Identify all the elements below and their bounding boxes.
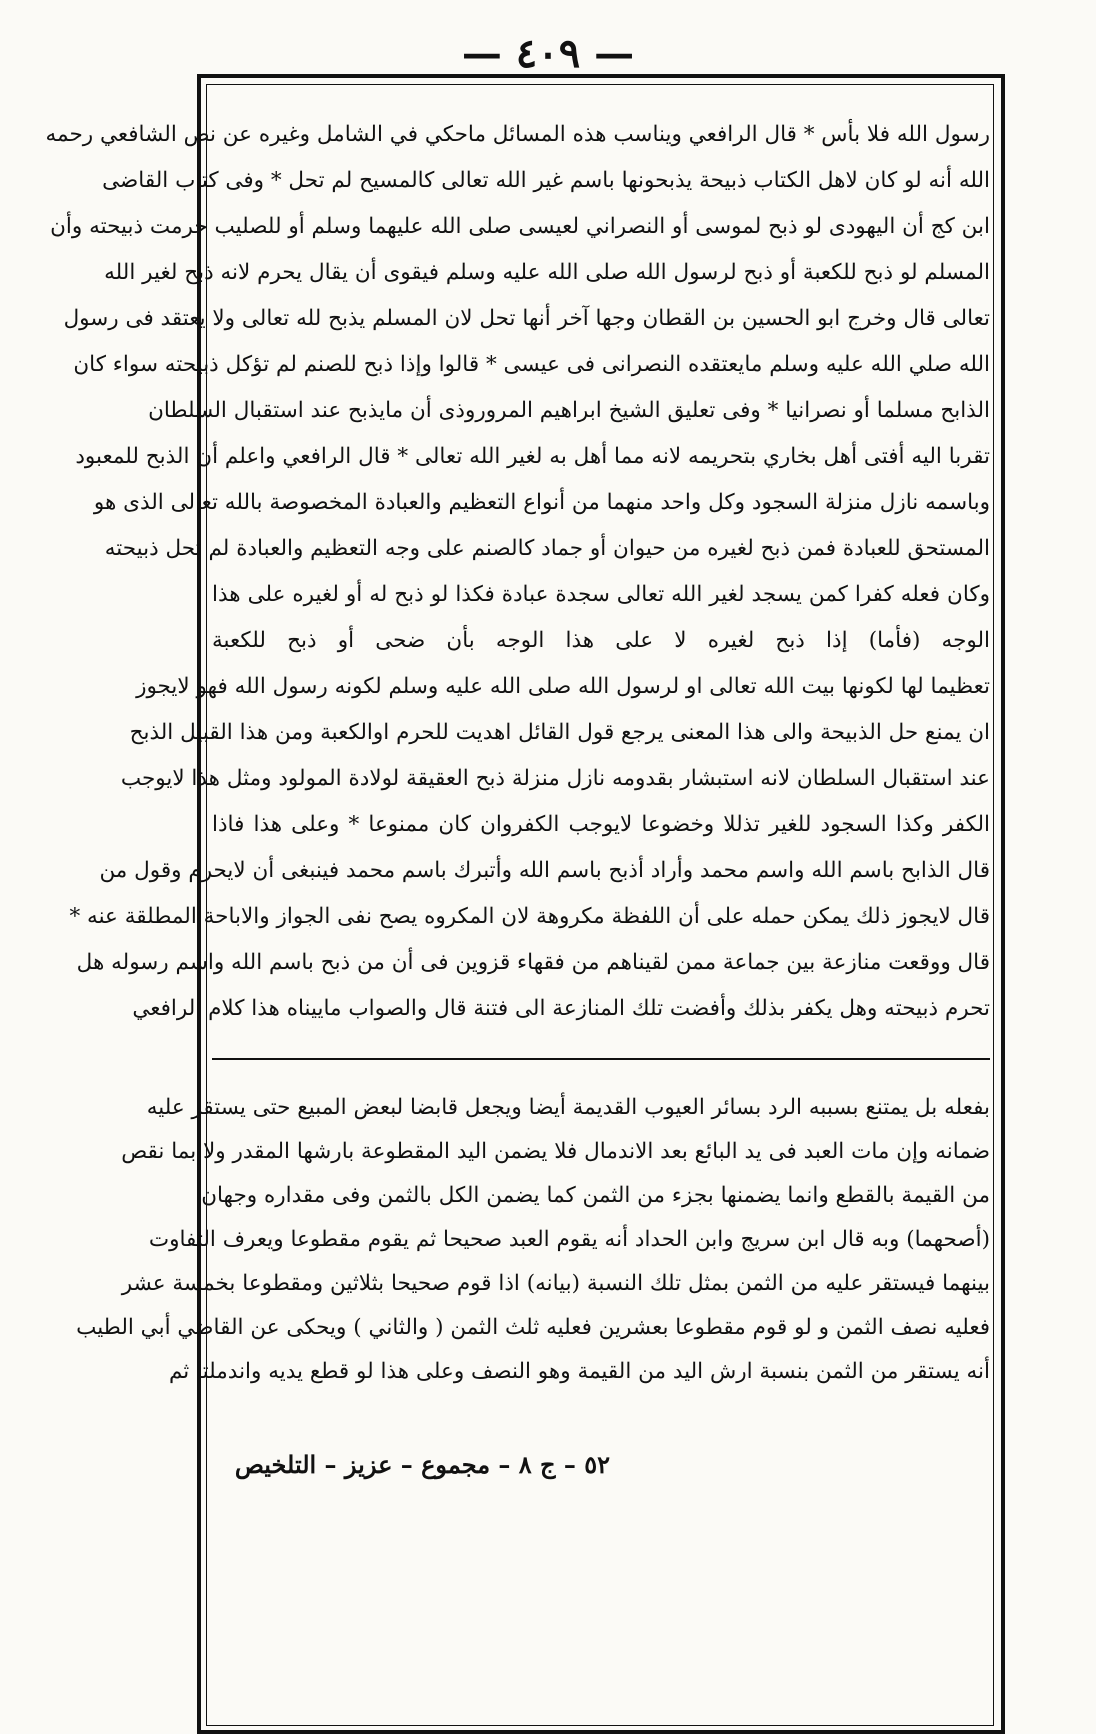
text-line: الوجه (فأما) إذا ذبح لغيره لا على هذا الوجه بأن ضحى أو ذبح للكعبة	[212, 628, 990, 653]
text-line: رسول الله فلا بأس * قال الرافعي ويناسب هذه المسائل ماحكي في الشامل وغيره عن نص الشافعي رحمه	[45, 122, 990, 147]
text-line: تحرم ذبيحته وهل يكفر بذلك وأفضت تلك المنازعة الى فتنة قال والصواب ماييناه هذا كلام الرافعي	[132, 996, 990, 1021]
footnote-line: بفعله بل يمتنع بسببه الرد بسائر العيوب القديمة أيضا ويجعل قابضا لبعض المبيع حتى يستقر عليه	[146, 1095, 990, 1120]
text-line: قال لايجوز ذلك يمكن حمله على أن اللفظة مكروهة لان المكروه يصح نفى الجواز والاباحة المطلقة عنه *	[69, 904, 990, 929]
text-line: تعالى قال وخرج ابو الحسين بن القطان وجها آخر أنها تحل لان المسلم يذبح لله تعالى ولا يعتقد فى رسول	[63, 306, 990, 331]
footnote-line: ضمانه وإن مات العبد فى يد البائع بعد الاندمال فلا يضمن اليد المقطوعة بارشها المقدر ولا بما نقص	[121, 1139, 990, 1164]
text-line: الله أنه لو كان لاهل الكتاب ذبيحة يذبحونها باسم غير الله تعالى كالمسيح لم تحل * وفى كتاب القاضى	[102, 168, 990, 193]
text-line: وباسمه نازل منزلة السجود وكل واحد منهما من أنواع التعظيم والعبادة المخصوصة بالله تعالى الذى هو	[93, 490, 990, 515]
text-line: الله صلي الله عليه وسلم مايعتقده النصرانى فى عيسى * قالوا وإذا ذبح للصنم لم تؤكل ذبيحته سواء كان	[73, 352, 990, 377]
text-line: وكان فعله كفرا كمن يسجد لغير الله تعالى سجدة عبادة فكذا لو ذبح له أو لغيره على هذا	[212, 582, 990, 607]
text-line: ابن كج أن اليهودى لو ذبح لموسى أو النصراني لعيسى صلى الله عليهما وسلم أو للصليب حرمت ذبيحته وأن	[50, 214, 990, 239]
footnote-divider	[212, 1058, 990, 1060]
page-number: — ٤٠٩ —	[461, 30, 635, 77]
footnote-line: أنه يستقر من الثمن بنسبة ارش اليد من القيمة وهو النصف وعلى هذا لو قطع يديه واندملتا ثم	[168, 1359, 990, 1384]
text-line: الذابح مسلما أو نصرانيا * وفى تعليق الشيخ ابراهيم المروروذى أن مايذبح عند استقبال السلطان	[148, 398, 990, 423]
signature-line: ٥٢ – ج ٨ – مجموع – عزيز – التلخيص	[234, 1450, 610, 1479]
footnote-line: فعليه نصف الثمن و لو قوم مقطوعا بعشرين فعليه ثلث الثمن ( والثاني ) ويحكى عن القاضي أبي الطيب	[76, 1315, 990, 1340]
text-line: قال الذابح باسم الله واسم محمد وأراد أذبح باسم الله وأتبرك باسم محمد فينبغى أن لايحرم وقول من	[99, 858, 990, 883]
footnote-text	[76, 1086, 990, 1394]
text-line: قال ووقعت منازعة بين جماعة ممن لقيناهم من فقهاء قزوين فى أن من ذبح باسم الله واسم رسوله هل	[76, 950, 990, 975]
main-text	[45, 112, 990, 1032]
text-line: تقربا اليه أفتى أهل بخاري بتحريمه لانه مما أهل به لغير الله تعالى * قال الرافعي واعلم أن الذبح للمعبود	[75, 444, 990, 469]
footnote-line: بينهما فيستقر عليه من الثمن بمثل تلك النسبة (بيانه) اذا قوم صحيحا بثلاثين ومقطوعا بخمسة عشر	[121, 1271, 990, 1296]
footnote-line: من القيمة بالقطع وانما يضمنها بجزء من الثمن كما يضمن الكل بالثمن وفى مقداره وجهان	[201, 1183, 990, 1208]
text-line: عند استقبال السلطان لانه استبشار بقدومه نازل منزلة ذبح العقيقة لولادة المولود ومثل هذا لايوجب	[120, 766, 990, 791]
text-line: تعظيما لها لكونها بيت الله تعالى او لرسول الله صلى الله عليه وسلم لكونه رسول الله فهو لايجوز	[136, 674, 990, 699]
text-line: الكفر وكذا السجود للغير تذللا وخضوعا لايوجب الكفروان كان ممنوعا * وعلى هذا فاذا	[212, 812, 990, 837]
text-line: المسلم لو ذبح للكعبة أو ذبح لرسول الله صلى الله عليه وسلم فيقوى أن يقال يحرم لانه ذبح لغير الله	[104, 260, 990, 285]
text-line: المستحق للعبادة فمن ذبح لغيره من حيوان أو جماد كالصنم على وجه التعظيم والعبادة لم تحل ذبيحته	[104, 536, 990, 561]
text-line: ان يمنع حل الذبيحة والى هذا المعنى يرجع قول القائل اهديت للحرم اوالكعبة ومن هذا القبيل الذبح	[129, 720, 990, 745]
footnote-line: (أصحهما) وبه قال ابن سريج وابن الحداد أنه يقوم العبد صحيحا ثم يقوم مقطوعا ويعرف التفاوت	[148, 1227, 990, 1252]
